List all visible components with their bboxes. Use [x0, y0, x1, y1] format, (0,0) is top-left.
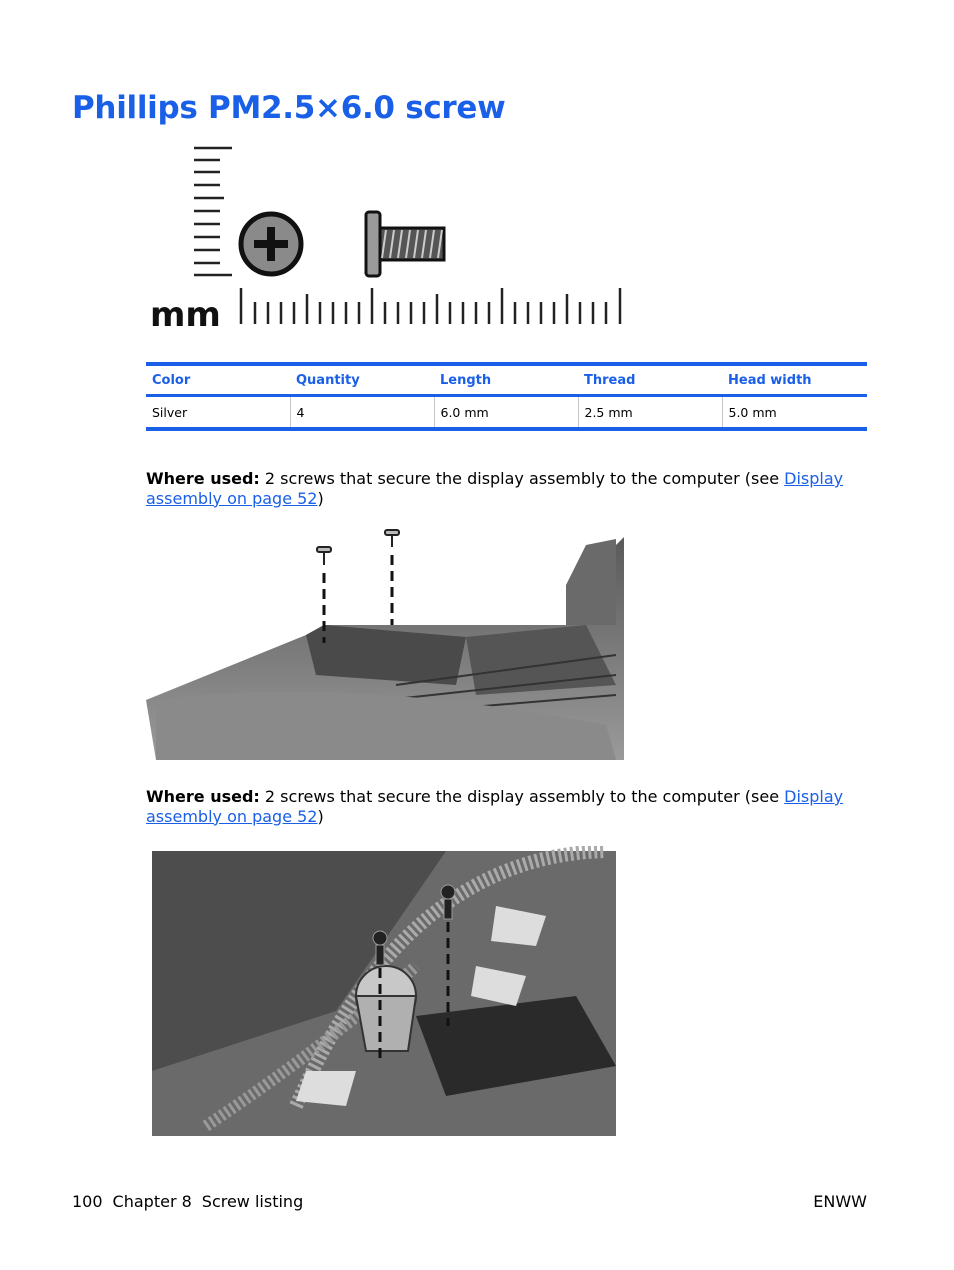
header-length: Length — [440, 372, 492, 388]
horizontal-ruler — [241, 288, 620, 324]
display-assembly-link[interactable]: Display assembly on page 52 — [146, 469, 844, 508]
closing-paren: ) — [317, 806, 324, 826]
chapter-label: Chapter 8 — [112, 1192, 192, 1211]
page-title: Phillips PM2.5×6.0 screw — [72, 90, 506, 126]
header-quantity: Quantity — [296, 372, 360, 388]
screw-side-icon — [366, 212, 444, 276]
unit-label: mm — [150, 295, 221, 335]
page-footer — [72, 1192, 303, 1211]
where-used-label: Where used: — [146, 469, 260, 488]
table-row — [146, 396, 867, 430]
where-used-text: 2 screws that secure the display assembly to the computer (see — [259, 469, 785, 488]
table-header-row — [146, 364, 867, 396]
cell-quantity: 4 — [290, 396, 434, 430]
screw-icon — [317, 530, 399, 565]
display-assembly-link[interactable]: Display assembly on page 52 — [146, 787, 844, 826]
screw-head-icon — [241, 214, 301, 274]
header-thread: Thread — [584, 372, 636, 388]
where-used-paragraph — [146, 469, 846, 508]
display-screws-photo — [146, 525, 624, 760]
closing-paren: ) — [317, 488, 324, 508]
screw-illustration — [146, 142, 636, 338]
screw-spec-table — [146, 362, 867, 431]
cell-head-width: 5.0 mm — [722, 396, 867, 430]
footer-edition: ENWW — [813, 1192, 867, 1211]
vertical-ruler — [194, 148, 232, 275]
display-hinge-screws-photo — [146, 846, 624, 1141]
header-color: Color — [152, 372, 191, 388]
page-number: 100 — [72, 1192, 103, 1211]
where-used-text: 2 screws that secure the display assembly to the computer (see — [259, 787, 785, 806]
where-used-label: Where used: — [146, 787, 260, 806]
cell-thread: 2.5 mm — [578, 396, 722, 430]
cell-length: 6.0 mm — [434, 396, 578, 430]
header-head-width: Head width — [728, 372, 812, 388]
where-used-paragraph — [146, 787, 846, 826]
section-label: Screw listing — [201, 1192, 304, 1211]
cell-color: Silver — [152, 404, 188, 420]
